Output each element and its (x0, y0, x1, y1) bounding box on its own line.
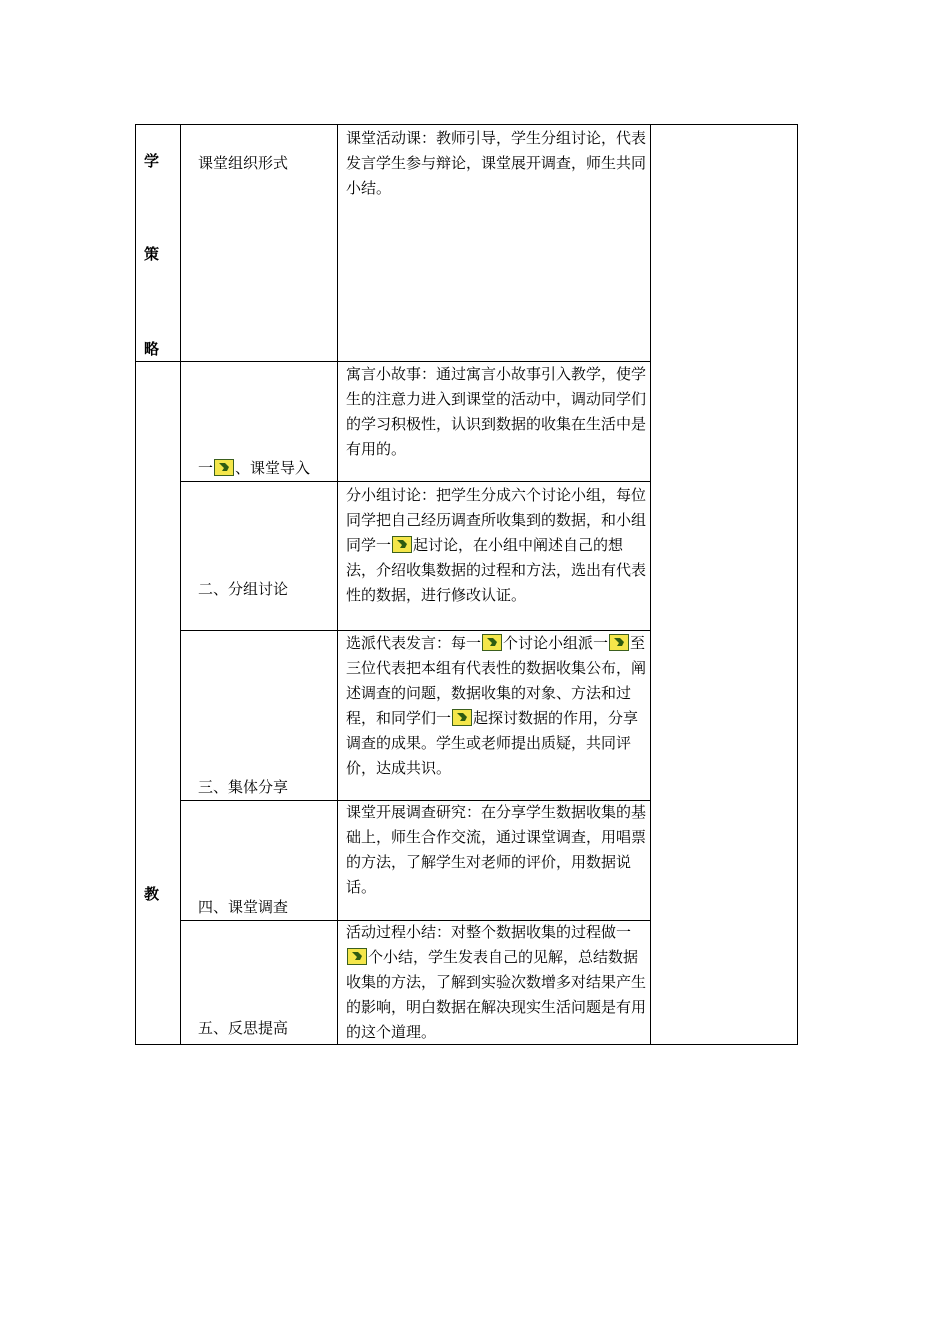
side-label-xue: 学 (144, 152, 160, 170)
stage-4-text-0: 课堂开展调查研究：在分享学生数据收集的基础上，师生合作交流，通过课堂调查，用唱票的方法，了解学生对老师的评价，用数据说话。 (346, 803, 647, 896)
table-row-divider (180, 481, 651, 482)
stage-5-text-0: 活动过程小结：对整个数据收集的过程做一 (346, 923, 632, 941)
stage-3-description (346, 631, 646, 781)
table-border-col1 (180, 124, 181, 1045)
stage-5-label: 五、反思提高 (198, 1019, 289, 1037)
hand-pointer-icon (392, 536, 412, 553)
hand-pointer-icon (452, 709, 472, 726)
hand-pointer-icon (347, 948, 367, 965)
side-label-lue: 略 (144, 340, 160, 358)
stage-4-description (346, 800, 646, 900)
table-border-col3 (650, 124, 651, 1045)
hand-pointer-icon (482, 634, 502, 651)
stage-3-label: 三、集体分享 (198, 778, 289, 796)
stage-3-text-0: 选派代表发言：每一 (346, 634, 482, 652)
stage-4-label: 四、课堂调查 (198, 898, 289, 916)
stage-2-text-0: 分小组讨论：把学生分成六个讨论小组，每位同学把自己经历调查所收集到的数据，和小组同学一 (346, 486, 647, 554)
stage-5-text-1: 个小结，学生发表自己的见解，总结数据收集的方法，了解到实验次数增多对结果产生的影响，明白数据在解决现实生活问题是有用的这个道理。 (346, 948, 647, 1041)
stage-3-text-2: 至三位代表把本组有代表性的数据收集公布，阐述调查的问题，数据收集的对象、方法和过程，和同学们一 (346, 634, 647, 727)
side-label-ce: 策 (144, 245, 160, 263)
org-label: 课堂组织形式 (198, 154, 289, 172)
hand-pointer-icon (214, 459, 234, 476)
stage-3-text-1: 个讨论小组派一 (503, 634, 609, 652)
table-border-left (135, 124, 136, 1045)
stage-1-label-pre: 一 (198, 459, 214, 477)
stage-1-description (346, 362, 646, 462)
stage-3-text-3: 起探讨数据的作用，分享调查的成果。学生或老师提出质疑，共同评价，达成共识。 (346, 709, 639, 777)
stage-1-label-post: 、课堂导入 (235, 459, 311, 477)
side-label-jiao: 教 (144, 885, 160, 903)
stage-2-label: 二、分组讨论 (198, 580, 289, 598)
stage-2-text-1: 起讨论，在小组中阐述自己的想法，介绍收集数据的过程和方法，选出有代表性的数据，进行修改认证。 (346, 536, 647, 604)
table-border-top (135, 124, 798, 125)
org-description: 课堂活动课：教师引导，学生分组讨论，代表发言学生参与辩论，课堂展开调查，师生共同小结。 (346, 129, 647, 197)
stage-5-description (346, 920, 646, 1045)
table-border-col2 (337, 124, 338, 1045)
stage-2-description (346, 483, 646, 608)
table-border-right (797, 124, 798, 1045)
hand-pointer-icon (609, 634, 629, 651)
stage-1-text-0: 寓言小故事：通过寓言小故事引入教学，使学生的注意力进入到课堂的活动中，调动同学们的学习积极性，认识到数据的收集在生活中是有用的。 (346, 365, 647, 458)
stage-1-label (198, 458, 310, 478)
